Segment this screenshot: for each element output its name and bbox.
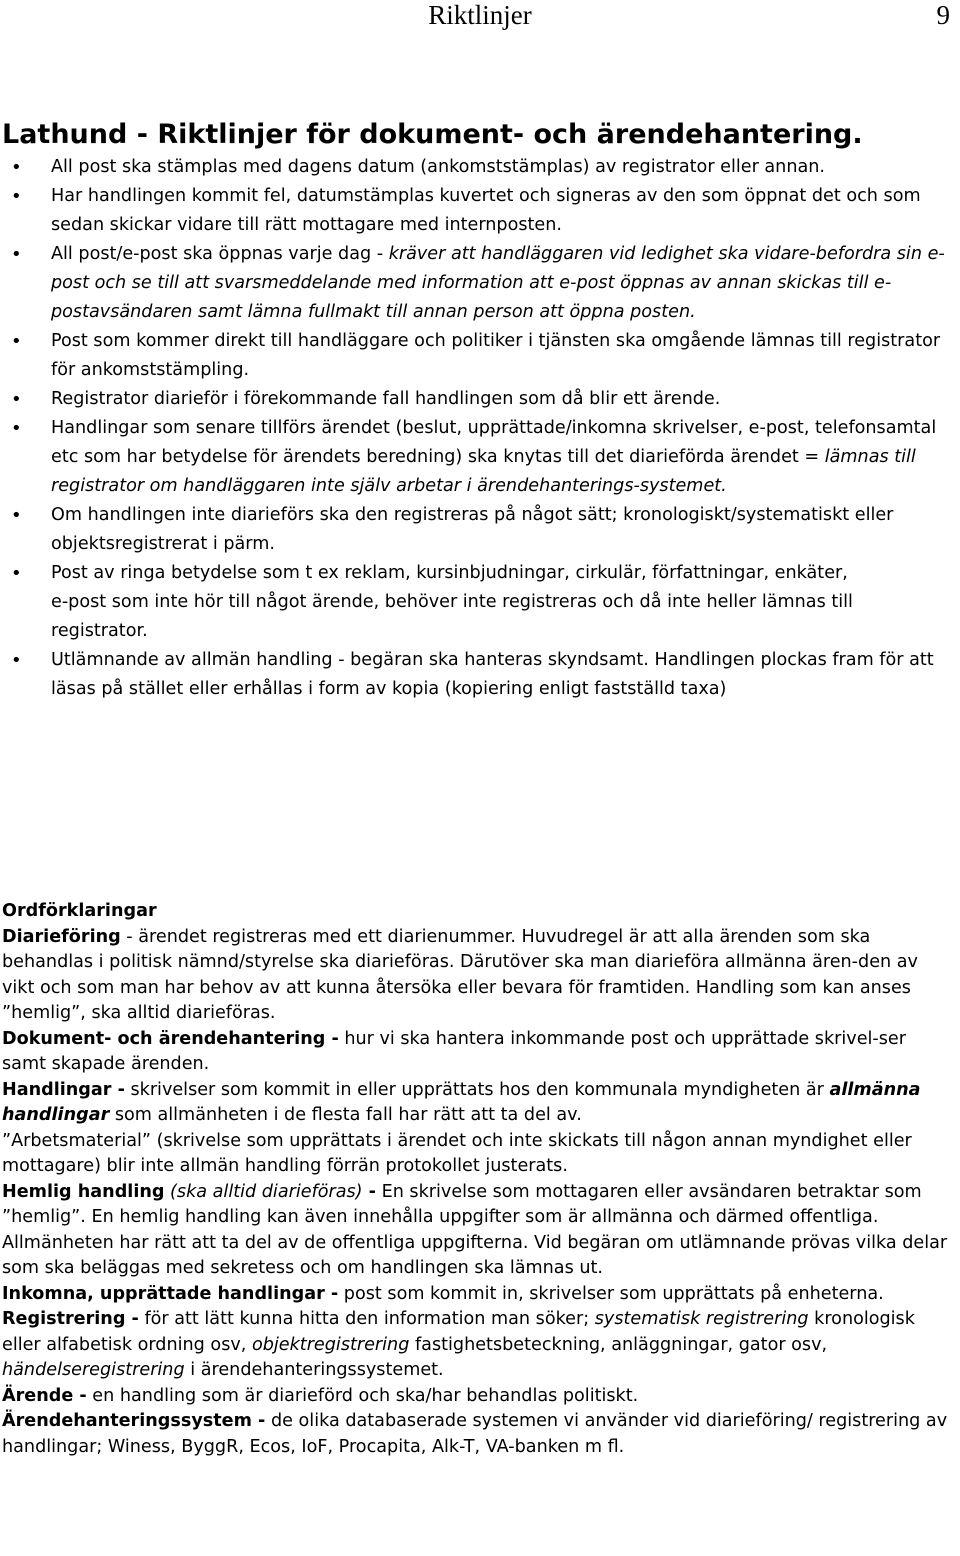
definition-emphasis: systematisk registrering — [594, 1309, 809, 1329]
definition-text: hur vi ska hantera inkommande post och upprättade skrivel-ser samt skapade ärenden. — [2, 1028, 906, 1074]
definition-term: Inkomna, upprättade handlingar - — [2, 1283, 339, 1304]
list-item — [0, 385, 960, 414]
definition-registrering — [0, 1307, 960, 1384]
definitions-section — [0, 899, 960, 1460]
list-item — [0, 414, 960, 501]
list-item — [0, 240, 960, 327]
list-item-text: e-post som inte hör till något ärende, behöver inte registreras och då inte heller lämnas till registrator. — [51, 592, 853, 641]
page-header — [0, 0, 960, 40]
definition-note: (ska alltid diarieföras) — [164, 1181, 363, 1202]
guideline-list — [0, 153, 960, 704]
list-item-text: Post av ringa betydelse som t ex reklam, kursinbjudningar, cirkulär, författningar, enkäter, — [51, 563, 848, 583]
definition-text: ”Arbetsmaterial” (skrivelse som upprättats i ärendet och inte skickats till någon annan myndighet eller mottagare) blir inte allmän handling förrän protokollet justerats. — [2, 1130, 912, 1176]
list-item-text: All post ska stämplas med dagens datum (ankomststämplas) av registrator eller annan. — [51, 157, 826, 177]
list-item-text: Handlingar som senare tillförs ärendet (beslut, upprättade/inkomna skrivelser, e-post, telefonsamtal etc som har betydelse för ärendets beredning) ska knytas till det diarieförda ärendet = — [51, 418, 937, 467]
definition-arendehanteringssystem — [0, 1409, 960, 1460]
definition-term: Ärendehanteringssystem - — [2, 1411, 266, 1431]
list-item — [0, 646, 960, 704]
definition-dokumenthantering — [0, 1027, 960, 1078]
definition-term: Handlingar - — [2, 1079, 125, 1100]
definition-text: - ärendet registreras med ett diarienummer. Huvudregel är att alla ärenden som ska behandlas i politisk nämnd/styrelse ska diarieföras. Därutöver ska man diarieföra allmänna ären-den av vikt och som man har behov av att kunna återsöka eller bevara för framtiden. Handling som kan anses ”hemlig”, ska alltid diarieföras. — [2, 926, 918, 1023]
definition-hemlig-handling — [0, 1180, 960, 1282]
definition-inkomna-handlingar — [0, 1282, 960, 1308]
definition-emphasis: händelseregistrering — [2, 1360, 185, 1380]
definition-diarieforing — [0, 925, 960, 1027]
list-item-text: Har handlingen kommit fel, datumstämplas kuvertet och signeras av den som öppnat det och som sedan skickar vidare till rätt mottagare med internposten. — [51, 186, 921, 235]
definition-text: en handling som är diarieförd och ska/har behandlas politiskt. — [86, 1385, 639, 1406]
list-item-text: Om handlingen inte diarieförs ska den registreras på något sätt; kronologiskt/systematiskt eller objektsregistrerat i pärm. — [51, 505, 894, 554]
page-heading: Lathund - Riktlinjer för dokument- och ärendehantering. — [2, 119, 863, 150]
definition-term: Dokument- och ärendehantering - — [2, 1028, 339, 1049]
list-item — [0, 327, 960, 385]
list-item-text: Registrator diarieför i förekommande fall handlingen som då blir ett ärende. — [51, 389, 721, 409]
definition-arbetsmaterial — [0, 1129, 960, 1180]
definition-term: Ärende - — [2, 1385, 87, 1406]
list-item-text: All post/e-post ska öppnas varje dag - — [51, 244, 389, 264]
list-item — [0, 501, 960, 559]
definition-text: post som kommit in, skrivelser som upprättats på enheterna. — [338, 1283, 884, 1304]
definition-term: Hemlig handling — [2, 1181, 165, 1202]
definition-term: Diarieföring — [2, 926, 121, 947]
definition-text: de olika databaserade systemen vi använder vid diarieföring/ registrering av handlingar; Winess, ByggR, Ecos, IoF, Procapita, Alk-T, VA-banken m fl. — [2, 1411, 948, 1457]
definitions-heading: Ordförklaringar — [2, 901, 157, 921]
list-item — [0, 153, 960, 182]
list-item — [0, 559, 960, 646]
definition-text: skrivelser som kommit in eller upprättats hos den kommunala myndigheten är — [124, 1079, 830, 1100]
definition-dash: - — [362, 1181, 376, 1202]
definition-text: fastighetsbeteckning, anläggningar, gator osv, — [409, 1334, 828, 1355]
definition-text: En skrivelse som mottagaren eller avsändaren betraktar som ”hemlig”. En hemlig handling kan även innehålla uppgifter som är allmänna och därmed offentliga. Allmänheten har rätt att ta del av de offentliga uppgifterna. Vid begäran om utlämnande prövas vilka delar som ska beläggas med sekretess och om handlingen ska lämnas ut. — [2, 1181, 948, 1278]
definition-emphasis: objektregistrering — [251, 1334, 410, 1355]
header-title: Riktlinjer — [428, 0, 532, 30]
list-item-italic-text: lämnas till registrator om handläggaren inte själv arbetar i ärendehanterings-systemet. — [51, 447, 916, 496]
main-content — [0, 117, 960, 704]
definition-emphasis: allmänna handlingar — [2, 1079, 921, 1125]
list-item-text: Utlämnande av allmän handling - begäran ska hanteras skyndsamt. Handlingen plockas fram för att läsas på stället eller erhållas i form av kopia (kopiering enligt fastställd taxa) — [51, 650, 934, 699]
definition-text: som allmänheten i de flesta fall har rätt att ta del av. — [109, 1105, 582, 1125]
definition-term: Registrering - — [2, 1309, 139, 1329]
list-item — [0, 182, 960, 240]
definition-arende — [0, 1384, 960, 1410]
page-number: 9 — [936, 0, 950, 30]
definition-text: kronologisk eller alfabetisk ordning osv, — [2, 1309, 915, 1355]
definition-text: för att lätt kunna hitta den information man söker; — [138, 1309, 595, 1329]
definition-handlingar — [0, 1078, 960, 1129]
list-item-italic-text: kräver att handläggaren vid ledighet ska vidare-befordra sin e-post och se till att svarsmeddelande med information att e-post öppnas av annan skickas till e-postavsändaren samt lämna fullmakt till annan person att öppna posten. — [51, 244, 945, 322]
definition-text: i ärendehanteringssystemet. — [184, 1360, 444, 1380]
list-item-text: Post som kommer direkt till handläggare och politiker i tjänsten ska omgående lämnas till registrator för ankomststämpling. — [51, 331, 941, 380]
